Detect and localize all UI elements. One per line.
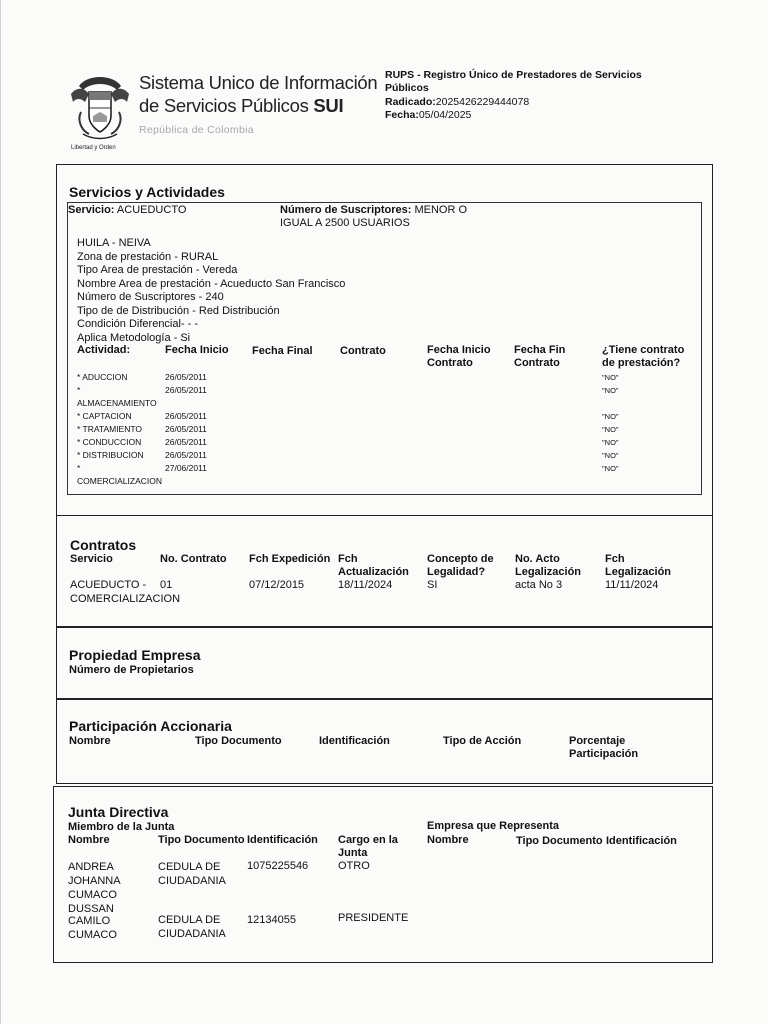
servicio-field [68, 204, 186, 216]
col-no-contrato: No. Contrato [160, 553, 227, 565]
col-empresa-nombre: Nombre [427, 834, 469, 846]
contrato-servicio-line2: COMERCIALIZACION [70, 593, 181, 605]
activity-name: COMERCIALIZACION [77, 476, 163, 486]
servicio-label: Servicio: [68, 204, 115, 216]
activity-name: * CONDUCCION [77, 437, 142, 447]
activity-fecha-inicio: 26/05/2011 [165, 372, 207, 382]
activity-tiene-contrato: "NO" [602, 464, 619, 473]
fecha-label: Fecha: [385, 109, 419, 121]
member-nombre: CUMACO [68, 929, 117, 941]
activity-tiene-contrato: "NO" [602, 412, 619, 421]
republic-label: República de Colombia [139, 124, 254, 136]
activity-tiene-contrato: "NO" [602, 438, 619, 447]
member-identificacion: 12134055 [247, 914, 296, 926]
col-fch-legalizacion: Fch Legalización [605, 553, 672, 578]
miembro-label: Miembro de la Junta [68, 821, 175, 833]
rups-title-line2: Públicos [385, 82, 429, 94]
member-tipo-documento: CIUDADANIA [158, 928, 226, 940]
col-tipo-accion: Tipo de Acción [443, 735, 522, 747]
activity-fecha-inicio: 26/05/2011 [165, 411, 207, 421]
member-tipo-documento: CEDULA DE [158, 861, 221, 873]
col-contrato: Contrato [340, 345, 386, 357]
suscriptores-value: MENOR O [414, 204, 468, 216]
suscriptores-label: Número de Suscriptores: [280, 204, 412, 216]
motto-text: Libertad y Orden [71, 145, 116, 151]
activity-fecha-inicio: 26/05/2011 [165, 450, 207, 460]
servicio-detail-box [67, 202, 702, 495]
detail-line: Condición Diferencial- - - [77, 318, 199, 330]
radicado-value: 2025426229444078 [435, 96, 530, 108]
col-actividad: Actividad: [77, 344, 131, 356]
col-identificacion: Identificación [319, 735, 390, 747]
col-empresa-tipo-documento: Tipo Documento [516, 835, 603, 847]
system-name-line2 [139, 95, 343, 117]
activity-tiene-contrato: "NO" [602, 386, 619, 395]
col-porcentaje: Porcentaje Participación [569, 735, 639, 760]
member-identificacion: 1075225546 [247, 860, 309, 872]
col-empresa-identificacion: Identificación [606, 835, 677, 847]
col-servicio: Servicio [70, 553, 113, 565]
servicios-section [56, 164, 713, 516]
servicios-title: Servicios y Actividades [69, 184, 225, 200]
contrato-numero: 01 [160, 579, 173, 591]
junta-section [53, 786, 713, 963]
colombia-coat-of-arms-icon [67, 72, 133, 142]
col-nombre: Nombre [68, 834, 110, 846]
col-fch-actualizacion: Fch Actualización [338, 553, 409, 578]
numero-propietarios-label: Número de Propietarios [69, 664, 194, 676]
fecha-line [385, 109, 471, 121]
activity-name: * CAPTACION [77, 411, 132, 421]
suscriptores-value-line2: IGUAL A 2500 USUARIOS [280, 217, 410, 229]
col-fecha-final: Fecha Final [252, 345, 313, 357]
member-cargo: OTRO [338, 860, 370, 872]
col-fecha-inicio: Fecha Inicio [165, 344, 229, 356]
col-identificacion: Identificación [247, 834, 318, 846]
activity-tiene-contrato: "NO" [602, 451, 619, 460]
fecha-value: 05/04/2025 [418, 109, 472, 121]
detail-line: HUILA - NEIVA [77, 237, 151, 249]
col-cargo: Cargo en la Junta [338, 834, 398, 859]
empresa-label: Empresa que Representa [427, 820, 560, 832]
servicio-value: ACUEDUCTO [116, 204, 187, 216]
member-nombre: CAMILO [68, 915, 111, 927]
detail-line: Aplica Metodología - Si [77, 331, 191, 344]
activity-name: * [77, 385, 81, 395]
detail-line: Tipo de de Distribución - Red Distribución [77, 304, 280, 317]
activity-name: * DISTRIBUCION [77, 450, 144, 460]
member-nombre: JOHANNA [68, 875, 121, 887]
col-tipo-documento: Tipo Documento [158, 834, 245, 846]
contrato-fch-expedicion: 07/12/2015 [249, 579, 305, 591]
member-cargo: PRESIDENTE [338, 912, 409, 924]
contratos-section [56, 515, 713, 627]
col-no-acto-legalizacion: No. Acto Legalización [515, 553, 582, 578]
detail-line: Zona de prestación - RURAL [77, 250, 219, 263]
activity-fecha-inicio: 26/05/2011 [165, 385, 207, 395]
member-tipo-documento: CIUDADANIA [158, 875, 226, 887]
system-name-text: de Servicios Públicos [139, 95, 309, 116]
propiedad-section [56, 627, 713, 699]
contrato-concepto: SI [427, 579, 438, 591]
col-fecha-inicio-contrato: Fecha Inicio Contrato [427, 344, 491, 369]
activity-tiene-contrato: "NO" [602, 373, 619, 382]
rups-title-line1: RUPS - Registro Único de Prestadores de Servicios [385, 69, 642, 81]
member-nombre: DUSSAN [68, 903, 114, 915]
member-nombre: CUMACO [68, 889, 117, 901]
col-concepto-legalidad: Concepto de Legalidad? [427, 553, 494, 578]
activity-fecha-inicio: 26/05/2011 [165, 437, 207, 447]
activity-tiene-contrato: "NO" [602, 425, 619, 434]
contrato-servicio: ACUEDUCTO - [70, 579, 147, 591]
contrato-no-acto: acta No 3 [515, 579, 563, 591]
activity-name: * [77, 463, 81, 473]
participacion-section [56, 699, 713, 784]
propiedad-title: Propiedad Empresa [69, 647, 201, 663]
activity-name: * TRATAMIENTO [77, 424, 143, 434]
radicado-label: Radicado: [385, 96, 436, 108]
col-fecha-fin-contrato: Fecha Fin Contrato [514, 344, 566, 369]
radicado-line [385, 96, 529, 108]
detail-line: Tipo Area de prestación - Vereda [77, 264, 238, 276]
junta-title: Junta Directiva [68, 804, 169, 820]
activity-name: * ADUCCION [77, 372, 128, 382]
member-tipo-documento: CEDULA DE [158, 914, 221, 926]
col-tipo-documento: Tipo Documento [195, 735, 282, 747]
col-nombre: Nombre [69, 735, 111, 747]
activity-name: ALMACENAMIENTO [77, 398, 157, 408]
detail-line: Número de Suscriptores - 240 [77, 291, 224, 303]
sui-brand: SUI [313, 95, 344, 116]
contrato-fch-actualizacion: 18/11/2024 [338, 579, 393, 591]
detail-line: Nombre Area de prestación - Acueducto San Francisco [77, 277, 346, 290]
suscriptores-field [280, 204, 467, 216]
contrato-fch-legalizacion: 11/11/2024 [605, 579, 659, 591]
system-name-line1: Sistema Unico de Información [139, 72, 378, 93]
member-nombre: ANDREA [68, 861, 114, 873]
activity-fecha-inicio: 27/06/2011 [165, 463, 207, 473]
col-tiene-contrato: ¿Tiene contrato de prestación? [602, 344, 685, 369]
contratos-title: Contratos [70, 537, 137, 553]
participacion-title: Participación Accionaria [69, 718, 232, 734]
activity-fecha-inicio: 26/05/2011 [165, 424, 207, 434]
col-fch-expedicion: Fch Expedición [249, 553, 331, 565]
